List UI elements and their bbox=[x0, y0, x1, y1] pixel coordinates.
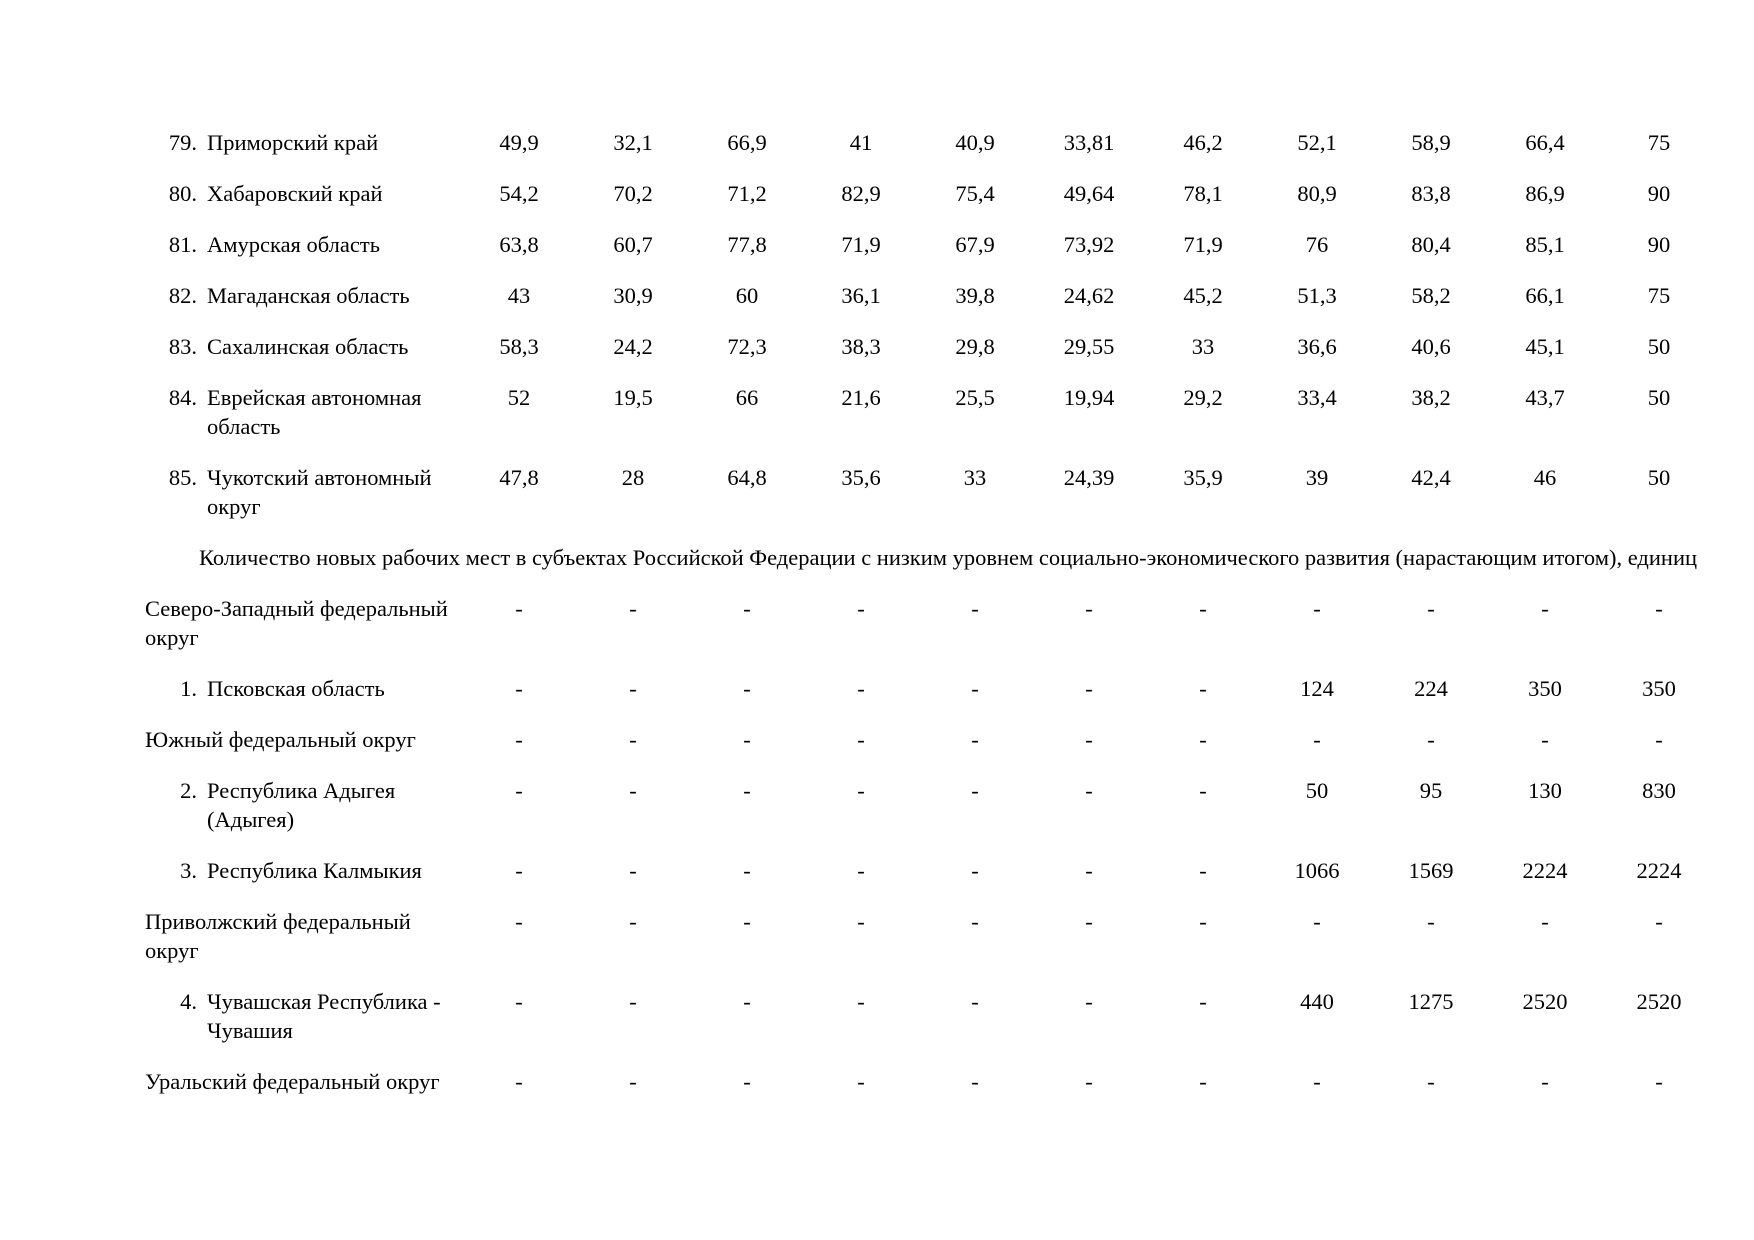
table-row bbox=[145, 281, 1716, 332]
value-cell: 124 bbox=[1300, 676, 1334, 701]
value-cell: - bbox=[857, 596, 865, 621]
value-cell: 64,8 bbox=[727, 465, 767, 490]
value-cell: - bbox=[515, 727, 523, 752]
value-cell: 90 bbox=[1647, 181, 1671, 206]
value-cell: - bbox=[1085, 676, 1093, 701]
table-row bbox=[145, 674, 1716, 725]
value-cell: 70,2 bbox=[613, 181, 653, 206]
value-cell: - bbox=[1313, 1069, 1321, 1094]
value-cell: 24,39 bbox=[1063, 465, 1115, 490]
value-cell: 440 bbox=[1300, 989, 1334, 1014]
value-cell: 350 bbox=[1642, 676, 1676, 701]
district-row bbox=[145, 907, 1716, 987]
value-cell: 32,1 bbox=[613, 130, 653, 155]
value-cell: - bbox=[857, 1069, 865, 1094]
value-cell: 33,81 bbox=[1063, 130, 1115, 155]
row-number: 81. bbox=[168, 232, 197, 257]
value-cell: 30,9 bbox=[613, 283, 653, 308]
value-cell: 82,9 bbox=[841, 181, 881, 206]
value-cell: - bbox=[1085, 727, 1093, 752]
value-cell: 75,4 bbox=[955, 181, 995, 206]
value-cell: 830 bbox=[1642, 778, 1676, 803]
value-cell: - bbox=[743, 858, 751, 883]
value-cell: 43,7 bbox=[1525, 385, 1565, 410]
value-cell: - bbox=[971, 727, 979, 752]
value-cell: 29,8 bbox=[955, 334, 995, 359]
value-cell: 33 bbox=[963, 465, 987, 490]
value-cell: - bbox=[1199, 727, 1207, 752]
value-cell: - bbox=[629, 676, 637, 701]
value-cell: 33 bbox=[1191, 334, 1215, 359]
table-row bbox=[145, 987, 1716, 1067]
value-cell: - bbox=[1427, 909, 1435, 934]
value-cell: - bbox=[1313, 727, 1321, 752]
region-name: Приморский край bbox=[207, 130, 379, 155]
value-cell: 50 bbox=[1647, 465, 1671, 490]
district-name: Северо-Западный федеральный округ bbox=[145, 596, 448, 650]
value-cell: 71,9 bbox=[841, 232, 881, 257]
value-cell: - bbox=[1199, 596, 1207, 621]
district-row bbox=[145, 594, 1716, 674]
value-cell: - bbox=[1199, 778, 1207, 803]
value-cell: 29,2 bbox=[1183, 385, 1223, 410]
value-cell: - bbox=[743, 989, 751, 1014]
value-cell: 24,62 bbox=[1063, 283, 1115, 308]
value-cell: - bbox=[1541, 596, 1549, 621]
value-cell: 72,3 bbox=[727, 334, 767, 359]
region-name: Республика Адыгея (Адыгея) bbox=[207, 778, 396, 832]
table-row bbox=[145, 463, 1716, 543]
district-name: Южный федеральный округ bbox=[145, 727, 416, 752]
district-row bbox=[145, 725, 1716, 776]
value-cell: - bbox=[971, 909, 979, 934]
value-cell: - bbox=[629, 858, 637, 883]
value-cell: 25,5 bbox=[955, 385, 995, 410]
value-cell: - bbox=[1427, 596, 1435, 621]
row-number: 79. bbox=[168, 130, 197, 155]
value-cell: 49,64 bbox=[1063, 181, 1115, 206]
value-cell: 24,2 bbox=[613, 334, 653, 359]
value-cell: 77,8 bbox=[727, 232, 767, 257]
value-cell: 35,6 bbox=[841, 465, 881, 490]
value-cell: 46,2 bbox=[1183, 130, 1223, 155]
region-name: Еврейская автономная область bbox=[207, 385, 422, 439]
value-cell: 1569 bbox=[1408, 858, 1454, 883]
value-cell: - bbox=[629, 1069, 637, 1094]
value-cell: - bbox=[971, 676, 979, 701]
value-cell: - bbox=[857, 778, 865, 803]
value-cell: 86,9 bbox=[1525, 181, 1565, 206]
region-name: Хабаровский край bbox=[207, 181, 383, 206]
value-cell: 39 bbox=[1305, 465, 1329, 490]
value-cell: - bbox=[743, 778, 751, 803]
value-cell: 45,2 bbox=[1183, 283, 1223, 308]
value-cell: 224 bbox=[1414, 676, 1448, 701]
section-title: Количество новых рабочих мест в субъектах Российской Федерации с низким уровнем социально-экономического развития (нарастающим итогом), единиц bbox=[198, 545, 1698, 570]
region-name: Магаданская область bbox=[207, 283, 410, 308]
value-cell: 83,8 bbox=[1411, 181, 1451, 206]
value-cell: 71,9 bbox=[1183, 232, 1223, 257]
table-body bbox=[145, 128, 1716, 1118]
value-cell: - bbox=[1655, 596, 1663, 621]
value-cell: 41 bbox=[849, 130, 873, 155]
value-cell: 52,1 bbox=[1297, 130, 1337, 155]
value-cell: 66,9 bbox=[727, 130, 767, 155]
value-cell: - bbox=[629, 989, 637, 1014]
value-cell: - bbox=[743, 909, 751, 934]
region-name: Чувашская Республика - Чувашия bbox=[207, 989, 441, 1043]
value-cell: - bbox=[629, 909, 637, 934]
value-cell: - bbox=[743, 1069, 751, 1094]
value-cell: - bbox=[629, 596, 637, 621]
value-cell: 1066 bbox=[1294, 858, 1340, 883]
row-number: 85. bbox=[168, 465, 197, 490]
value-cell: 75 bbox=[1647, 130, 1671, 155]
value-cell: 49,9 bbox=[499, 130, 539, 155]
value-cell: - bbox=[1085, 989, 1093, 1014]
value-cell: - bbox=[1085, 1069, 1093, 1094]
region-name: Псковская область bbox=[207, 676, 385, 701]
value-cell: 50 bbox=[1647, 334, 1671, 359]
value-cell: - bbox=[743, 676, 751, 701]
row-number: 1. bbox=[180, 676, 197, 701]
value-cell: - bbox=[971, 778, 979, 803]
value-cell: 54,2 bbox=[499, 181, 539, 206]
value-cell: 38,3 bbox=[841, 334, 881, 359]
value-cell: 1275 bbox=[1408, 989, 1454, 1014]
value-cell: - bbox=[857, 858, 865, 883]
value-cell: 76 bbox=[1305, 232, 1329, 257]
value-cell: 40,9 bbox=[955, 130, 995, 155]
value-cell: 58,9 bbox=[1411, 130, 1451, 155]
value-cell: - bbox=[1655, 909, 1663, 934]
value-cell: 51,3 bbox=[1297, 283, 1337, 308]
value-cell: 43 bbox=[507, 283, 531, 308]
region-name: Республика Калмыкия bbox=[207, 858, 422, 883]
value-cell: 19,94 bbox=[1063, 385, 1115, 410]
value-cell: - bbox=[1199, 676, 1207, 701]
value-cell: 78,1 bbox=[1183, 181, 1223, 206]
value-cell: 50 bbox=[1647, 385, 1671, 410]
value-cell: - bbox=[1313, 909, 1321, 934]
section-title-row bbox=[145, 543, 1716, 594]
value-cell: 38,2 bbox=[1411, 385, 1451, 410]
value-cell: 66,4 bbox=[1525, 130, 1565, 155]
value-cell: 350 bbox=[1528, 676, 1562, 701]
value-cell: - bbox=[1199, 909, 1207, 934]
value-cell: - bbox=[629, 778, 637, 803]
value-cell: - bbox=[743, 727, 751, 752]
row-number: 80. bbox=[168, 181, 197, 206]
value-cell: 52 bbox=[507, 385, 531, 410]
value-cell: - bbox=[1199, 1069, 1207, 1094]
value-cell: 58,3 bbox=[499, 334, 539, 359]
value-cell: - bbox=[1427, 727, 1435, 752]
value-cell: 36,6 bbox=[1297, 334, 1337, 359]
value-cell: 45,1 bbox=[1525, 334, 1565, 359]
value-cell: 33,4 bbox=[1297, 385, 1337, 410]
region-name: Амурская область bbox=[207, 232, 380, 257]
table-row bbox=[145, 230, 1716, 281]
value-cell: - bbox=[857, 909, 865, 934]
value-cell: - bbox=[515, 858, 523, 883]
row-number: 83. bbox=[168, 334, 197, 359]
value-cell: 80,4 bbox=[1411, 232, 1451, 257]
value-cell: - bbox=[515, 989, 523, 1014]
value-cell: - bbox=[857, 989, 865, 1014]
region-name: Сахалинская область bbox=[207, 334, 409, 359]
row-number: 4. bbox=[180, 989, 197, 1014]
value-cell: - bbox=[971, 1069, 979, 1094]
value-cell: - bbox=[515, 1069, 523, 1094]
value-cell: - bbox=[1085, 596, 1093, 621]
value-cell: - bbox=[515, 596, 523, 621]
value-cell: 67,9 bbox=[955, 232, 995, 257]
value-cell: 66,1 bbox=[1525, 283, 1565, 308]
value-cell: - bbox=[629, 727, 637, 752]
value-cell: 80,9 bbox=[1297, 181, 1337, 206]
table-row bbox=[145, 776, 1716, 856]
value-cell: 63,8 bbox=[499, 232, 539, 257]
value-cell: 28 bbox=[621, 465, 645, 490]
value-cell: - bbox=[1541, 909, 1549, 934]
table-row bbox=[145, 856, 1716, 907]
value-cell: 90 bbox=[1647, 232, 1671, 257]
value-cell: - bbox=[1427, 1069, 1435, 1094]
value-cell: 75 bbox=[1647, 283, 1671, 308]
table-row bbox=[145, 383, 1716, 463]
value-cell: 50 bbox=[1305, 778, 1329, 803]
value-cell: - bbox=[1655, 1069, 1663, 1094]
row-number: 84. bbox=[168, 385, 197, 410]
value-cell: - bbox=[857, 727, 865, 752]
value-cell: 2520 bbox=[1636, 989, 1682, 1014]
table-row bbox=[145, 179, 1716, 230]
value-cell: - bbox=[1313, 596, 1321, 621]
value-cell: - bbox=[1199, 858, 1207, 883]
table-row bbox=[145, 128, 1716, 179]
district-name: Приволжский федеральный округ bbox=[145, 909, 411, 963]
value-cell: 73,92 bbox=[1063, 232, 1115, 257]
value-cell: 46 bbox=[1533, 465, 1557, 490]
value-cell: 40,6 bbox=[1411, 334, 1451, 359]
value-cell: - bbox=[971, 989, 979, 1014]
value-cell: - bbox=[1085, 909, 1093, 934]
value-cell: - bbox=[1199, 989, 1207, 1014]
value-cell: 36,1 bbox=[841, 283, 881, 308]
district-row bbox=[145, 1067, 1716, 1118]
value-cell: 19,5 bbox=[613, 385, 653, 410]
value-cell: 2224 bbox=[1522, 858, 1568, 883]
value-cell: 2224 bbox=[1636, 858, 1682, 883]
value-cell: - bbox=[515, 676, 523, 701]
value-cell: - bbox=[857, 676, 865, 701]
value-cell: 42,4 bbox=[1411, 465, 1451, 490]
value-cell: 58,2 bbox=[1411, 283, 1451, 308]
value-cell: - bbox=[1655, 727, 1663, 752]
value-cell: 60,7 bbox=[613, 232, 653, 257]
value-cell: 95 bbox=[1419, 778, 1443, 803]
value-cell: 85,1 bbox=[1525, 232, 1565, 257]
value-cell: - bbox=[1085, 778, 1093, 803]
value-cell: - bbox=[971, 596, 979, 621]
value-cell: - bbox=[1541, 1069, 1549, 1094]
value-cell: 39,8 bbox=[955, 283, 995, 308]
value-cell: 66 bbox=[735, 385, 759, 410]
value-cell: - bbox=[515, 909, 523, 934]
value-cell: 71,2 bbox=[727, 181, 767, 206]
value-cell: - bbox=[1541, 727, 1549, 752]
value-cell: 35,9 bbox=[1183, 465, 1223, 490]
value-cell: 29,55 bbox=[1063, 334, 1115, 359]
table-row bbox=[145, 332, 1716, 383]
value-cell: 21,6 bbox=[841, 385, 881, 410]
value-cell: - bbox=[515, 778, 523, 803]
district-name: Уральский федеральный округ bbox=[145, 1069, 440, 1094]
value-cell: 60 bbox=[735, 283, 759, 308]
value-cell: - bbox=[971, 858, 979, 883]
value-cell: 47,8 bbox=[499, 465, 539, 490]
value-cell: 2520 bbox=[1522, 989, 1568, 1014]
row-number: 2. bbox=[180, 778, 197, 803]
row-number: 3. bbox=[180, 858, 197, 883]
region-name: Чукотский автономный округ bbox=[207, 465, 432, 519]
statistics-table bbox=[145, 128, 1716, 1118]
value-cell: 130 bbox=[1528, 778, 1562, 803]
value-cell: - bbox=[1085, 858, 1093, 883]
row-number: 82. bbox=[168, 283, 197, 308]
value-cell: - bbox=[743, 596, 751, 621]
